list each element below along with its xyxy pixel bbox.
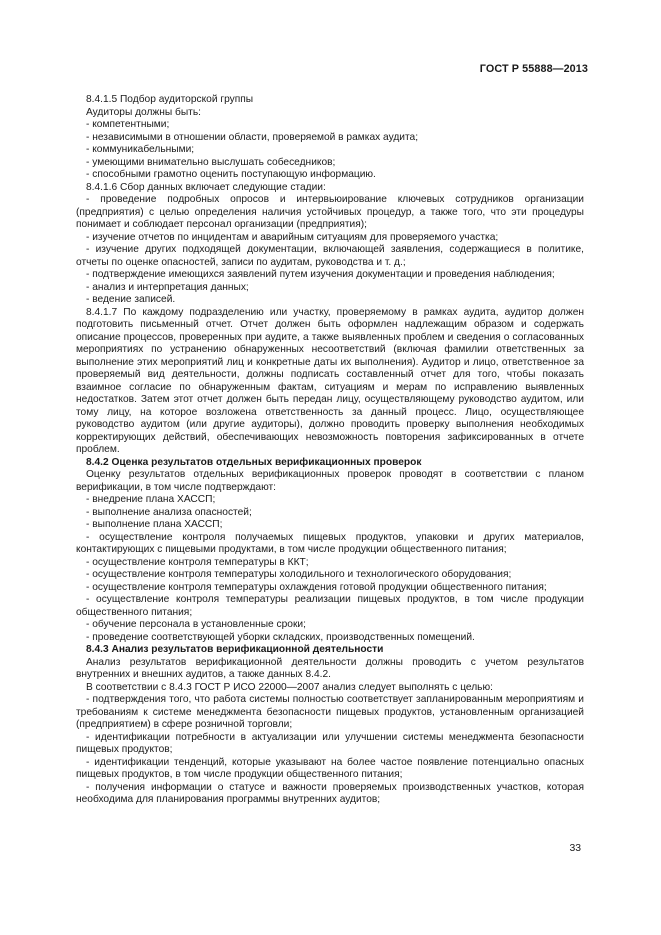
list-item: - изучение отчетов по инцидентам и аварийным ситуациям для проверяемого участка; [86, 231, 499, 243]
list-item: - коммуникабельными; [86, 144, 195, 155]
document-body [76, 94, 584, 807]
list-item: - осуществление контроля температуры охлаждения готовой продукции общественного питания; [86, 581, 547, 593]
section-heading: 8.4.2 Оценка результатов отдельных верификационных проверок [86, 456, 422, 468]
paragraph: Оценку результатов отдельных верификационных проверок проводят в соответствии с планом верификации, в том числе подтверждают: [76, 469, 584, 493]
list-item: - идентификации потребности в актуализации или улучшении системы менеджмента безопасности пищевых продуктов; [76, 731, 584, 755]
list-item: - изучение других подходящей документации, включающей заявления, содержащиеся в политике, отчеты по оценке опасностей, записи по аудитам, руководства и т. д.; [76, 244, 584, 268]
list-item: - ведение записей. [86, 294, 176, 305]
list-item: - проведение соответствующей уборки складских, производственных помещений. [86, 631, 475, 643]
list-item: - идентификации тенденций, которые указывают на более частое появление потенциально опасных пищевых продуктов, в том числе продукции общественного питания; [76, 756, 584, 780]
list-item: - получения информации о статусе и важности проверяемых производственных участков, которая необходима для планирования программы внутренних аудитов; [76, 781, 584, 805]
list-item: - компетентными; [86, 119, 170, 130]
list-item: - внедрение плана ХАССП; [86, 494, 216, 505]
paragraph: Анализ результатов верификационной деятельности должны проводить с учетом результатов внутренних и внешних аудитов, а также данных 8.4.2. [76, 656, 584, 680]
list-item: - осуществление контроля температуры в ККТ; [86, 556, 309, 568]
section-heading: 8.4.3 Анализ результатов верификационной деятельности [86, 644, 384, 655]
list-item: - подтверждения того, что работа системы полностью соответствует запланированным мероприятиям и требованиям к системе менеджмента безопасности пищевых продуктов, установленным организацией (предприятием) в сфере розничной торговли; [76, 694, 584, 730]
list-item: - проведение подробных опросов и интервьюирование ключевых сотрудников организации (предприятия) с целью определения наличия устойчивых процедур, а также того, что эти процедуры понимает и соблюдает персонал организации (предприятия); [76, 194, 584, 230]
list-item: - подтверждение имеющихся заявлений путем изучения документации и проведения наблюдения; [86, 269, 555, 280]
list-item: - способными грамотно оценить поступающую информацию. [86, 169, 376, 180]
subsection-heading: 8.4.1.6 Сбор данных включает следующие стадии: [86, 181, 326, 193]
list-item: - обучение персонала в установленные сроки; [86, 619, 306, 630]
list-item: - осуществление контроля температуры холодильного и технологического оборудования; [86, 569, 512, 580]
subsection-heading: 8.4.1.5 Подбор аудиторской группы [86, 94, 254, 105]
list-item: - умеющими внимательно выслушать собеседников; [86, 156, 336, 168]
paragraph: В соответствии с 8.4.3 ГОСТ Р ИСО 22000—2007 анализ следует выполнять с целью: [86, 681, 493, 693]
paragraph: 8.4.1.7 По каждому подразделению или участку, проверяемому в рамках аудита, аудитор должен подготовить письменный отчет. Отчет должен быть оформлен надлежащим образом и содержать описание процессов, проверенных при аудите, а также выявленных проблем и сведения о согласованных мероприятиях по устранению обнаруженных несоответствий (включая фамилии ответственных за выполнение этих мероприятий лиц и конкретные даты их выполнения). Аудитор и лицо, ответственное за проверяемый вид деятельности, должны подписать составленный отчет для того, чтобы показать взаимное согласие по обнаруженным фактам, ситуациям и мерам по исправлению выявленных недостатков. Затем этот отчет должен быть передан лицу, осуществляющему руководство аудитом, или тому лицу, на которое возложена ответственность за данный процесс. Лицо, осуществляющее руководство аудитом (или другие аудиторы), должно проводить проверку выполнения необходимых корректирующих действий, обеспечивающих невозможность повторения зафиксированных в отчете проблем. [76, 306, 584, 455]
list-item: - выполнение анализа опасностей; [86, 506, 252, 518]
paragraph: Аудиторы должны быть: [86, 106, 201, 118]
list-item: - выполнение плана ХАССП; [86, 519, 223, 530]
list-item: - осуществление контроля получаемых пищевых продуктов, упаковки и других материалов, контактирующих с пищевыми продуктами, в том числе продукции общественного питания; [76, 531, 584, 555]
standard-header: ГОСТ Р 55888—2013 [479, 63, 588, 75]
list-item: - осуществление контроля температуры реализации пищевых продуктов, в том числе продукции общественного питания; [76, 594, 584, 618]
list-item: - независимыми в отношении области, проверяемой в рамках аудита; [86, 131, 419, 143]
page-number: 33 [569, 843, 581, 854]
list-item: - анализ и интерпретация данных; [86, 281, 249, 293]
